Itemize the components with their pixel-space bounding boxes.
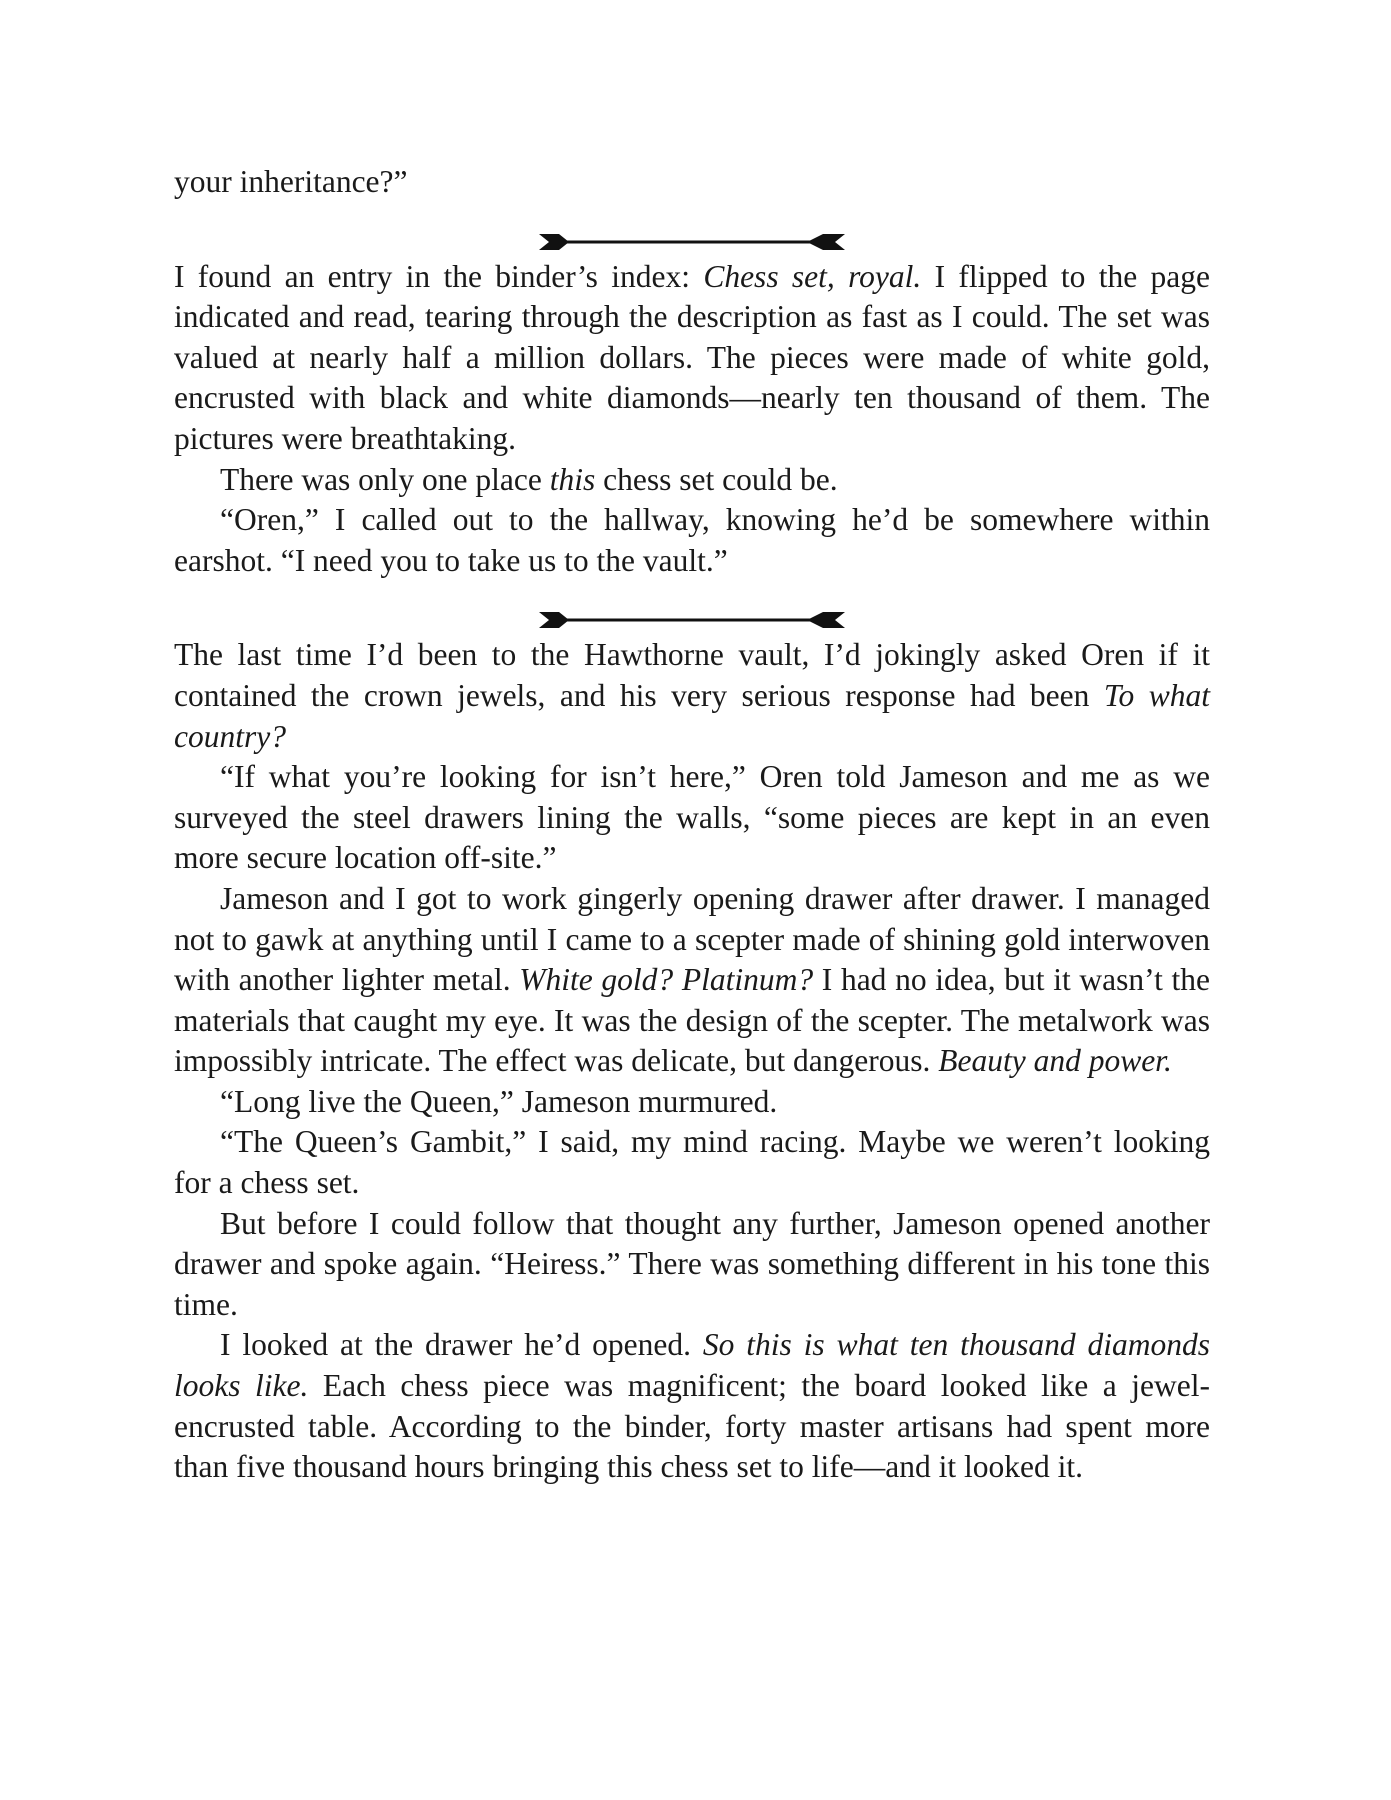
section-divider <box>174 599 1210 617</box>
paragraph: “If what you’re looking for isn’t here,” Oren told Jameson and me as we surveyed the steel drawers lining the walls, “some pieces are kept in an even more secure location off-site.” <box>174 759 1210 876</box>
paragraph: “Long live the Queen,” Jameson murmured. <box>220 1083 778 1119</box>
arrow-divider-icon <box>539 611 845 629</box>
section-divider <box>174 221 1210 239</box>
carryover-line: your inheritance?” <box>174 164 408 199</box>
paragraph: Jameson and I got to work gingerly opening drawer after drawer. I managed not to gawk at anything until I came to a scepter made of shining gold interwoven with another lighter metal. White gold? Platinum? I had no idea, but it wasn’t the materials that caught my eye. It was the design of the scepter. The metalwork was impossibly intricate. The effect was delicate, but dangerous. Beauty and power. <box>174 880 1210 1079</box>
paragraph: The last time I’d been to the Hawthorne vault, I’d jokingly asked Oren if it contained the crown jewels, and his very serious response had been To what country? <box>174 637 1210 754</box>
paragraph: But before I could follow that thought any further, Jameson opened another drawer and spoke again. “Heiress.” There was something different in his tone this time. <box>174 1205 1210 1322</box>
paragraph: There was only one place this chess set could be. <box>220 461 838 497</box>
paragraph: I looked at the drawer he’d opened. So this is what ten thousand diamonds looks like. Each chess piece was magnificent; the board looked like a jewel-encrusted table. According to the binder, forty master artisans had spent more than five thousand hours bringing this chess set to life—and it looked it. <box>174 1327 1210 1485</box>
arrow-divider-icon <box>539 233 845 251</box>
paragraph: I found an entry in the binder’s index: Chess set, royal. I flipped to the page indicated and read, tearing through the description as fast as I could. The set was valued at nearly half a million dollars. The pieces were made of white gold, encrusted with black and white diamonds—nearly ten thousand of them. The pictures were breathtaking. <box>174 258 1210 456</box>
paragraph: “The Queen’s Gambit,” I said, my mind racing. Maybe we weren’t looking for a chess set. <box>174 1124 1210 1201</box>
book-page <box>174 162 1210 1488</box>
paragraph: “Oren,” I called out to the hallway, knowing he’d be somewhere within earshot. “I need you to take us to the vault.” <box>174 502 1210 578</box>
